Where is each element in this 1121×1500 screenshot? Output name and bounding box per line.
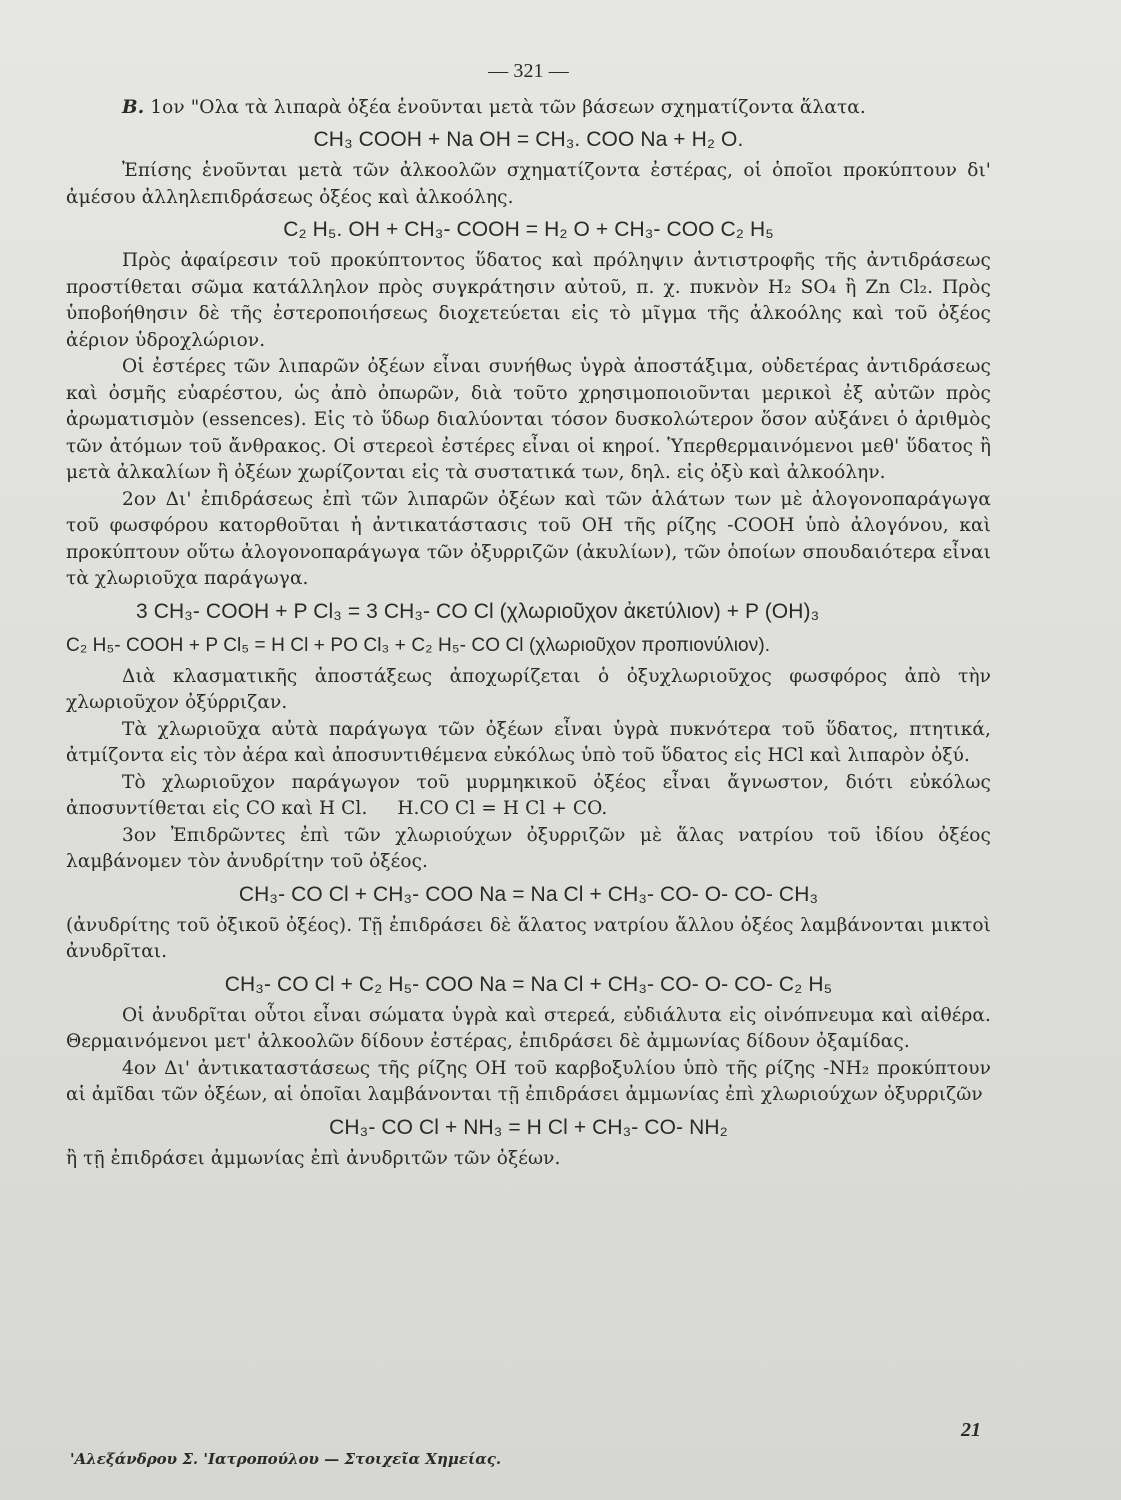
footer: 'Αλεξάνδρου Σ. 'Ιατροπούλου — Στοιχεῖα Χημείας. (70, 1450, 502, 1468)
section-label: B. (122, 96, 145, 118)
paragraph: 2ον Δι' ἐπιδράσεως ἐπὶ τῶν λιπαρῶν ὀξέων καὶ τῶν ἁλάτων των μὲ ἀλογονοπαράγωγα τοῦ φωσφόρου κατορθοῦται ἡ ἀντικατάστασις τοῦ OH τῆς ρίζης -COOH ὑπὸ ἀλογόνου, καὶ προκύπτουν οὕτω ἀλογονοπαράγωγα τῶν ὀξυρριζῶν (ἀκυλίων), τῶν ὁποίων σπουδαιότερα εἶναι τὰ χλωριοῦχα παράγωγα. (66, 488, 991, 589)
paragraph: ἢ τῇ ἐπιδράσει ἀμμωνίας ἐπὶ ἀνυδριτῶν τῶν ὀξέων. (66, 1147, 561, 1169)
paragraph: Τὸ χλωριοῦχον παράγωγον τοῦ μυρμηκικοῦ ὀξέος εἶναι ἄγνωστον, διότι εὐκόλως ἀποσυντίθεται εἰς CO καὶ H Cl. H.CO Cl = H Cl + CO. (66, 771, 997, 819)
paragraph: Διὰ κλασματικῆς ἀποστάξεως ἀποχωρίζεται ὁ ὀξυχλωριοῦχος φωσφόρος ἀπὸ τὴν χλωριοῦχον ὀξύρριζαν. (66, 665, 991, 713)
chemical-equation: 3 CH₃- COOH + P Cl₃ = 3 CH₃- CO Cl (χλωριοῦχον ἀκετύλιον) + P (OH)₃ (136, 599, 820, 623)
chemical-equation: CH₃- CO Cl + NH₃ = H Cl + CH₃- CO- NH₂ (329, 1115, 728, 1139)
paragraph: 4ον Δι' ἀντικαταστάσεως τῆς ρίζης OH τοῦ καρβοξυλίου ὑπὸ τῆς ρίζης -NH₂ προκύπτουν αἱ ἀμῖδαι τῶν ὀξέων, αἱ ὁποῖαι λαμβάνονται τῇ ἐπιδράσει ἀμμωνίας ἐπὶ χλωριούχων ὀξυρριζῶν (66, 1057, 991, 1105)
page-number: — 321 — (488, 60, 569, 82)
chemical-equation: C₂ H₅. OH + CH₃- COOH = H₂ O + CH₃- COO C₂ H₅ (283, 218, 774, 241)
chemical-equation: CH₃- CO Cl + C₂ H₅- COO Na = Na Cl + CH₃- CO- O- CO- C₂ H₅ (224, 972, 833, 996)
chemical-equation: CH₃- CO Cl + CH₃- COO Na = Na Cl + CH₃- CO- O- CO- CH₃ (238, 882, 819, 906)
paragraph: Ἐπίσης ἑνοῦνται μετὰ τῶν ἀλκοολῶν σχηματίζοντα ἐστέρας, οἱ ὁποῖοι προκύπτουν δι' ἀμέσου ἀλληλεπιδράσεως ὀξέος καὶ ἀλκοόλης. (66, 160, 991, 208)
page-content (66, 58, 997, 1172)
paragraph: Οἱ ἀνυδρῖται οὗτοι εἶναι σώματα ὑγρὰ καὶ στερεά, εὐδιάλυτα εἰς οἰνόπνευμα καὶ αἰθέρα. Θερμαινόμενοι μετ' ἀλκοολῶν δίδουν ἐστέρας, ἐπιδράσει δὲ ἀμμωνίας δίδουν ὀξαμίδας. (66, 1004, 991, 1052)
paragraph: Οἱ ἐστέρες τῶν λιπαρῶν ὀξέων εἶναι συνήθως ὑγρὰ ἀποστάξιμα, οὐδετέρας ἀντιδράσεως καὶ ὀσμῆς εὐαρέστου, ὡς ἀπὸ ὀπωρῶν, διὰ τοῦτο χρησιμοποιοῦνται μερικοὶ ἐξ αὐτῶν πρὸς ἀρωματισμὸν (essences). Εἰς τὸ ὕδωρ διαλύονται τόσον δυσκολώτερον ὅσον αὐξάνει ὁ ἀριθμὸς τῶν ἀτόμων τοῦ ἄνθρακος. Οἱ στερεοὶ ἐστέρες εἶναι οἱ κηροί. Ὑπερθερμαινόμενοι μεθ' ὕδατος ἢ μετὰ ἀλκαλίων ἢ ὀξέων χωρίζονται εἰς τὰ συστατικά των, δηλ. εἰς ὀξὺ καὶ ἀλκοόλην. (66, 356, 991, 483)
chemical-equation: C₂ H₅- COOH + P Cl₅ = H Cl + PO Cl₃ + C₂ H₅- CO Cl (χλωριοῦχον προπιονύλιον). (66, 634, 771, 656)
paragraph-text: 1ον "Ολα τὰ λιπαρὰ ὀξέα ἑνοῦνται μετὰ τῶν βάσεων σχηματίζοντα ἅλατα. (150, 96, 866, 118)
paragraph: Τὰ χλωριοῦχα αὐτὰ παράγωγα τῶν ὀξέων εἶναι ὑγρὰ πυκνότερα τοῦ ὕδατος, πτητικά, ἀτμίζοντα εἰς τὸν ἀέρα καὶ ἀποσυντιθέμενα εὐκόλως ὑπὸ τοῦ ὕδατος εἰς HCl καὶ λιπαρὸν ὀξύ. (66, 718, 991, 766)
chemical-equation: CH₃ COOH + Na OH = CH₃. COO Na + H₂ O. (313, 128, 744, 151)
paragraph: 3ον Ἐπιδρῶντες ἐπὶ τῶν χλωριούχων ὀξυρριζῶν μὲ ἅλας νατρίου τοῦ ἰδίου ὀξέος λαμβάνομεν τὸν ἀνυδρίτην τοῦ ὀξέος. (66, 824, 991, 872)
paragraph: (ἀνυδρίτης τοῦ ὀξικοῦ ὀξέος). Τῇ ἐπιδράσει δὲ ἅλατος νατρίου ἄλλου ὀξέος λαμβάνονται μικτοὶ ἀνυδρῖται. (66, 914, 991, 962)
paragraph (66, 95, 991, 122)
sheet-number: 21 (961, 1419, 981, 1441)
paragraph: Πρὸς ἀφαίρεσιν τοῦ προκύπτοντος ὕδατος καὶ πρόληψιν ἀντιστροφῆς τῆς ἀντιδράσεως προστίθεται σῶμα κατάλληλον πρὸς συγκράτησιν αὐτοῦ, π. χ. πυκνὸν H₂ SO₄ ἢ Zn Cl₂. Πρὸς ὑποβοήθησιν δὲ τῆς ἐστεροποιήσεως διοχετεύεται εἰς τὸ μῖγμα τῆς ἀλκοόλης καὶ τοῦ ὀξέος ἀέριον ὑδροχλώριον. (66, 250, 991, 351)
